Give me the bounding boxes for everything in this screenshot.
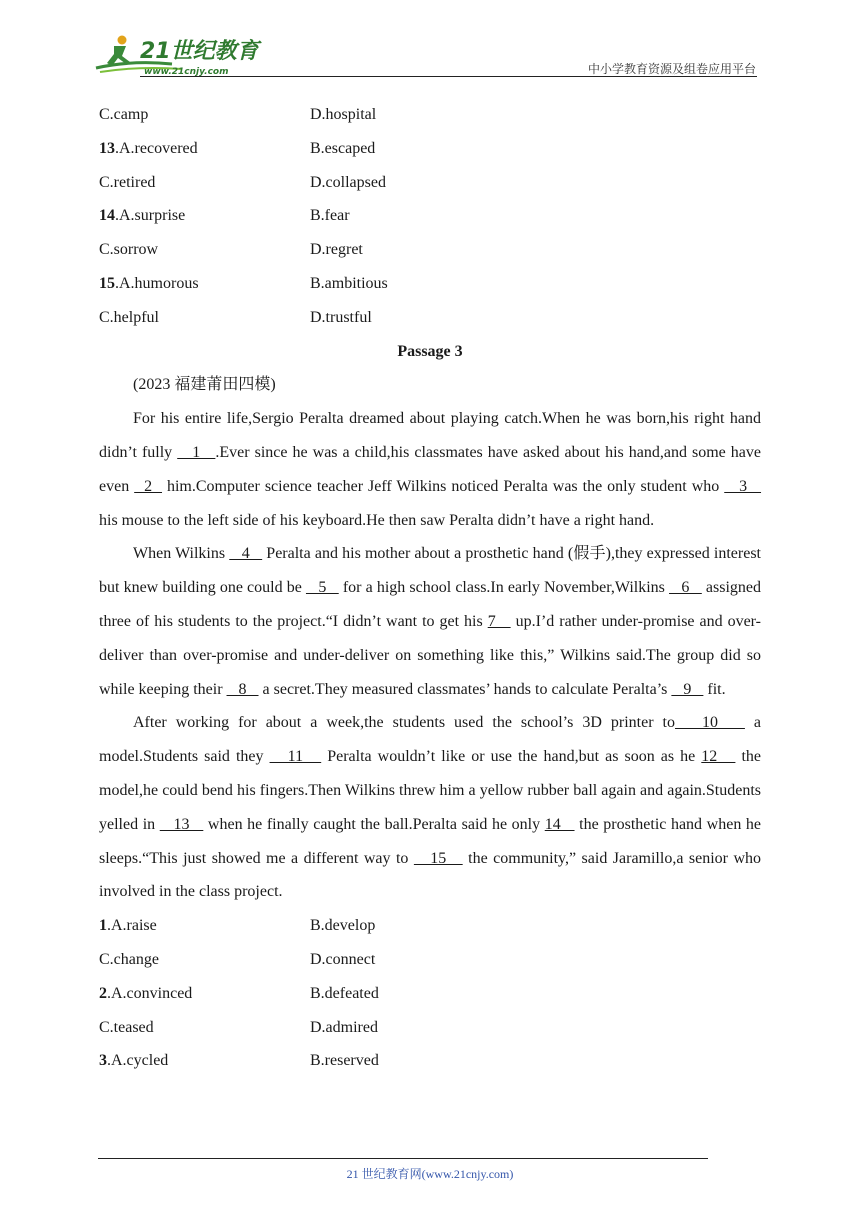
- blank-7: 7: [487, 612, 511, 630]
- site-logo: [92, 34, 262, 78]
- top-options: [99, 98, 761, 335]
- option-b: B.escaped: [310, 139, 376, 157]
- blank-10: 10: [674, 714, 745, 732]
- option-a: 15.A.humorous: [99, 274, 199, 292]
- blank-15: 15: [413, 849, 463, 867]
- footer-divider: [98, 1158, 708, 1159]
- blank-9: 9: [671, 680, 704, 698]
- blank-2: 2: [134, 477, 163, 495]
- blank-12: 12: [701, 748, 736, 766]
- option-row: [99, 909, 761, 943]
- option-b: D.connect: [310, 950, 376, 968]
- option-a: 2.A.convinced: [99, 984, 193, 1002]
- option-b: D.trustful: [310, 308, 372, 326]
- option-b: B.develop: [310, 917, 376, 935]
- option-row: [99, 199, 761, 233]
- svg-text:www.21cnjy.com: www.21cnjy.com: [144, 67, 229, 77]
- document-body: [99, 98, 761, 1078]
- blank-3: 3: [724, 477, 762, 495]
- bottom-options: [99, 909, 761, 1078]
- blank-1: 1: [177, 443, 216, 461]
- option-a: C.camp: [99, 106, 149, 123]
- option-row: [99, 301, 761, 335]
- option-a: C.change: [99, 950, 159, 968]
- option-a: C.retired: [99, 173, 156, 191]
- svg-text:21世纪教育: 21世纪教育: [140, 39, 259, 64]
- blank-5: 5: [305, 579, 339, 597]
- option-a: C.helpful: [99, 308, 159, 326]
- option-a: 3.A.cycled: [99, 1052, 169, 1070]
- option-b: D.admired: [310, 1018, 378, 1036]
- option-b: B.ambitious: [310, 274, 388, 292]
- page-footer: 21 世纪教育网(www.21cnjy.com): [346, 1167, 514, 1181]
- option-a: 14.A.surprise: [99, 207, 186, 225]
- blank-8: 8: [226, 680, 259, 698]
- option-b: D.collapsed: [310, 173, 386, 191]
- blank-11: 11: [269, 748, 322, 766]
- header-divider: [140, 76, 757, 77]
- option-row: [99, 1044, 761, 1078]
- option-row: [99, 943, 761, 977]
- option-b: D.hospital: [310, 106, 377, 123]
- option-row: [99, 166, 761, 200]
- page-header: [0, 0, 860, 90]
- option-row: [99, 132, 761, 166]
- passage-paragraph-1: For his entire life,Sergio Peralta dreamed about playing catch.When he was born,his right hand didn’t fully 1 .Ever since he was a child,his classmates have asked about his hand,and some have even 2 him.Computer science teacher Jeff Wilkins noticed Peralta was the only student who 3 his mouse to the left side of his keyboard.He then saw Peralta didn’t have a right hand.: [99, 410, 762, 529]
- option-a: C.sorrow: [99, 241, 159, 259]
- option-b: D.regret: [310, 241, 363, 259]
- option-row: [99, 98, 761, 132]
- option-row: [99, 233, 761, 267]
- option-a: 1.A.raise: [99, 917, 157, 935]
- option-row: [99, 977, 761, 1011]
- option-a: 13.A.recovered: [99, 139, 198, 157]
- passage-source: (2023 福建莆田四模): [133, 376, 276, 394]
- blank-14: 14: [544, 815, 575, 833]
- option-row: [99, 267, 761, 301]
- passage-paragraph-3: After working for about a week,the students used the school’s 3D printer to 10 a model.Students said they 11 Peralta wouldn’t like or use the hand,but as soon as he 12 the model,he could bend his fingers.Then Wilkins threw him a yellow rubber ball again and again.Students yelled in 13 when he finally caught the ball.Peralta said he only 14 the prosthetic hand when he sleeps.“This just showed me a different way to 15 the community,” said Jaramillo,a senior who involved in the class project.: [99, 714, 762, 901]
- option-row: [99, 1011, 761, 1045]
- blank-4: 4: [229, 545, 263, 563]
- blank-13: 13: [159, 815, 204, 833]
- option-a: C.teased: [99, 1018, 154, 1036]
- blank-6: 6: [669, 579, 702, 597]
- option-b: B.fear: [310, 207, 350, 225]
- passage-paragraph-2: When Wilkins 4 Peralta and his mother about a prosthetic hand (假手),they expressed interest but knew building one could be 5 for a high school class.In early November,Wilkins 6 assigned three of his students to the project.“I didn’t want to get his 7 up.I’d rather under-promise and over-deliver than over-promise and under-deliver on something like this,” Wilkins said.The group did so while keeping their 8 a secret.They measured classmates’ hands to calculate Peralta’s 9 fit.: [99, 545, 762, 698]
- option-b: B.defeated: [310, 984, 379, 1002]
- platform-slogan: 中小学教育资源及组卷应用平台: [587, 62, 756, 76]
- passage-title: Passage 3: [397, 342, 463, 360]
- option-b: B.reserved: [310, 1052, 379, 1070]
